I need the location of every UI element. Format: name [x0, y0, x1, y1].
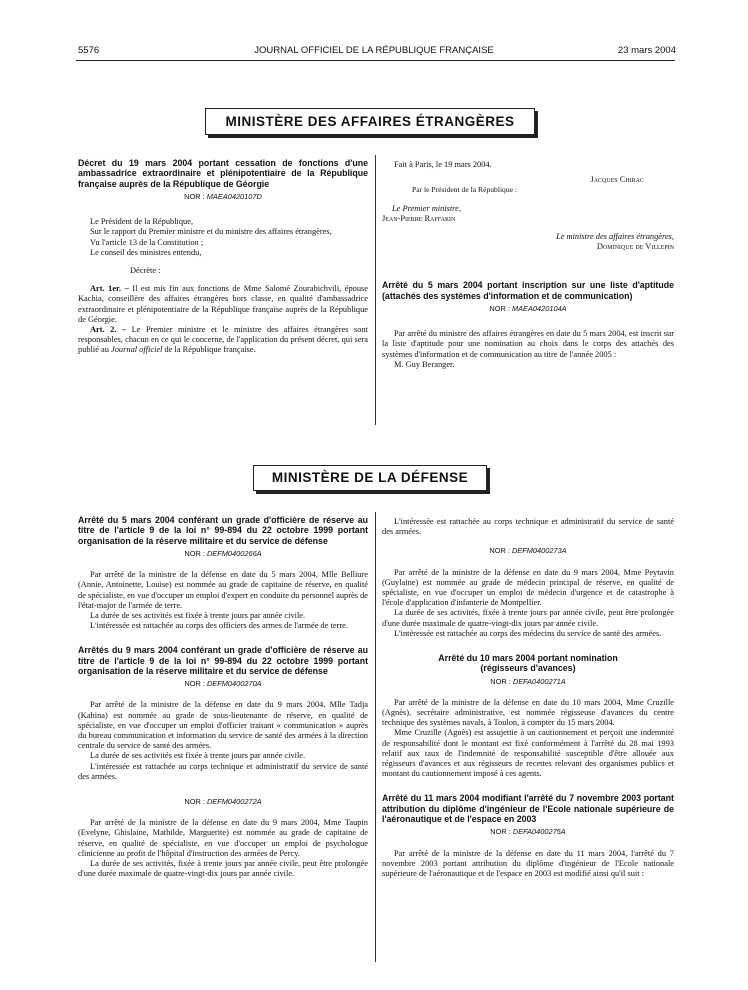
defense-column-left: [78, 515, 368, 879]
nor-label: NOR :: [489, 546, 510, 556]
column-divider: [375, 155, 376, 425]
par-le-president: Par le Président de la République :: [412, 185, 518, 195]
nor-code: MAEA0420104A: [511, 304, 567, 314]
article-2-end: de la République française.: [164, 345, 256, 355]
defense-column-right: [382, 517, 674, 879]
preamble-line: Vu l'article 13 de la Constitution ;: [90, 237, 204, 247]
arrete-aptitude-name: M. Guy Beranger.: [394, 359, 455, 369]
nor-line: [78, 192, 368, 202]
nor-label: NOR :: [490, 676, 511, 686]
nor-line: [382, 827, 674, 837]
paragraph: Par arrêté de la ministre de la défense en date du 11 mars 2004, l'arrêté du 7 novembre 2003 portant attribution du diplôme d'ingénieur de l'Ecole nationale supérieure de l'aéronautique et de l'espace en 2003 est modifié ainsi qu'il suit :: [382, 848, 674, 878]
nor-label: NOR :: [489, 304, 510, 314]
article-1-label: Art. 1er. –: [90, 284, 129, 294]
arrete-belliure-title: Arrêté du 5 mars 2004 conférant un grade d'officière de réserve au titre de l'article 9 de la loi n° 99-894 du 22 octobre 1999 portant organisation de la réserve militaire et du service de défense: [78, 515, 368, 546]
nor-label: NOR :: [184, 548, 205, 558]
paragraph: L'intéressée est rattachée au corps technique et administratif du service de santé des armées.: [382, 517, 674, 537]
nor-code: DEFM0400273A: [511, 546, 567, 556]
nor-label: NOR :: [184, 679, 205, 689]
paragraph: L'intéressée est rattachée au corps des officiers des armes de l'armée de terre.: [90, 621, 348, 631]
ministry-affaires-etrangeres-heading: MINISTÈRE DES AFFAIRES ÉTRANGÈRES: [205, 108, 535, 135]
ministry-defense-heading: MINISTÈRE DE LA DÉFENSE: [253, 465, 487, 491]
arrete-aptitude-title: Arrêté du 5 mars 2004 portant inscription sur une liste d'aptitude (attachés des systèmes d'information et de communication): [382, 280, 674, 301]
nor-line: [382, 546, 674, 556]
page-number: 5576: [78, 45, 100, 56]
arrete-aptitude-body: Par arrêté du ministre des affaires étrangères en date du 5 mars 2004, est inscrit sur la liste d'aptitude pour une nomination au choix dans le corps des attachés des systèmes d'information et de communication au titre de l'année 2005 :: [382, 329, 674, 359]
nor-label: NOR :: [184, 191, 205, 201]
article-2-text: Le Premier ministre et le ministre des affaires étrangères sont responsables, chacun en ce qui le concerne, de l'application du présent décret, qui sera publié au: [78, 324, 368, 355]
preamble-line: Le Président de la République,: [90, 217, 194, 227]
nor-code: DEFM0400272A: [206, 797, 262, 807]
nor-line: [382, 677, 674, 687]
nor-line: [78, 797, 368, 807]
arrete-regisseurs-title: Arrêté du 10 mars 2004 portant nomination (régisseurs d'avances): [438, 653, 618, 674]
paragraph: L'intéressée est rattachée au corps des médecins du service de santé des armées.: [394, 628, 662, 638]
nor-code: DEFM0400266A: [206, 548, 262, 558]
article-1-text: Il est mis fin aux fonctions de Mme Salomé Zourabichvili, épouse Kachia, conseillère des affaires étrangères hors classe, en qualité d'ambassadrice extraordinaire et plénipotentiaire de la République française auprès de la République de Géorgie.: [78, 284, 368, 324]
paragraph: Par arrêté de la ministre de la défense en date du 9 mars 2004, Mlle Tadja (Kahina) est nommée au grade de sous-lieutenante de réserve, en qualité de spécialiste, en vue d'occuper un emploi d'officier traitant « communication » auprès du bureau communication et information du service de santé des armées à la direction centrale du service de santé des armées.: [78, 700, 368, 751]
article-1: [78, 284, 368, 325]
pm-name: Jean-Pierre Raffarin: [382, 213, 456, 223]
nor-line: [382, 304, 674, 314]
page-header: [0, 45, 748, 61]
paragraph: La durée de ses activités, fixée à trente jours par année civile, peut être prolongée d'une durée maximale de quatre-vingt-dix jours par année civile.: [78, 859, 368, 879]
nor-line: [78, 679, 368, 689]
nor-code: DEFM0400270A: [206, 679, 262, 689]
paragraph: Par arrêté de la ministre de la défense en date du 9 mars 2004, Mme Taupin (Evelyne, Ghislaine, Mathilde, Marguerite) est nommée au grade de capitaine de réserve, en qualité de spécialiste, en vue d'occuper un emploi de psychologue clinicienne au profit de l'hôpital d'instruction des armées de Percy.: [78, 818, 368, 858]
journal-officiel: Journal officiel: [111, 345, 163, 355]
president-signature: Jacques Chirac: [590, 175, 644, 185]
journal-title: JOURNAL OFFICIEL DE LA RÉPUBLIQUE FRANÇAISE: [254, 45, 494, 56]
nor-label: NOR :: [490, 827, 511, 837]
pm-title: Le Premier ministre,: [392, 203, 461, 213]
decret-signatures: [382, 160, 674, 370]
arrete-diplome-title: Arrêté du 11 mars 2004 modifiant l'arrêté du 7 novembre 2003 portant attribution du diplôme d'ingénieur de l'Ecole nationale supérieure de l'aéronautique et de l'espace en 2003: [382, 793, 674, 825]
decret-title: Décret du 19 mars 2004 portant cessation de fonctions d'une ambassadrice extraordinaire et plénipotentiaire de la République française auprès de la République de Géorgie: [78, 158, 368, 189]
header-rule: [76, 60, 675, 61]
article-2: [78, 325, 368, 356]
nor-code: MAEA0420107D: [206, 191, 262, 201]
preamble-line: Sur le rapport du Premier ministre et du ministre des affaires étrangères,: [90, 227, 332, 237]
nor-label: NOR :: [184, 797, 205, 807]
preamble-line: Le conseil des ministres entendu,: [90, 247, 202, 257]
paragraph: Par arrêté de la ministre de la défense en date du 10 mars 2004, Mme Cruzille (Agnès), secrétaire administrative, est nommée régisseuse d'avances du centre technique des systèmes navals, à Toulon, à compter du 15 mars 2004.: [382, 697, 674, 728]
mae-title: Le ministre des affaires étrangères,: [556, 232, 674, 242]
paragraph: L'intéressée est rattachée au corps technique et administratif du service de santé des armées.: [78, 761, 368, 781]
paragraph: Mme Cruzille (Agnès) est assujettie à un cautionnement et perçoit une indemnité de responsabilité dont le montant est fixé conformément à l'arrêté du 28 mai 1993 relatif aux taux de l'indemnité de responsabilité susceptible d'être allouée aux régisseurs d'avances et aux régisseurs de recettes relevant des organismes publics et montant du cautionnement imposé à ces agents.: [382, 728, 674, 779]
article-2-label: Art. 2. –: [90, 324, 127, 334]
column-divider: [375, 512, 376, 962]
fait-a: Fait à Paris, le 19 mars 2004.: [394, 160, 492, 169]
paragraph: Par arrêté de la ministre de la défense en date du 5 mars 2004, Mlle Belliure (Annie, Antoinette, Louise) est nommée au grade de capitaine de réserve, en qualité de spécialiste, en vue d'occuper un emploi d'expert en conduite du personnel auprès de l'état-major de l'armée de terre.: [78, 570, 368, 610]
nor-code: DEFA0400271A: [512, 676, 566, 686]
paragraph: Par arrêté de la ministre de la défense en date du 9 mars 2004, Mme Peytavin (Guylaine) est nommée au grade de médecin principal de réserve, en qualité de spécialiste, en vue d'occuper un emploi de médecin d'urgence et de catastrophe à l'école d'application d'infanterie de Montpellier.: [382, 567, 674, 608]
decret-georgie: [78, 158, 368, 356]
paragraph: La durée de ses activités, fixée à trente jours par année civile, peut être prolongée d'une durée maximale de quatre-vingt-dix jours par année civile.: [382, 608, 674, 628]
paragraph: La durée de ses activités est fixée à trente jours par année civile.: [90, 751, 306, 761]
nor-code: DEFA0400275A: [512, 827, 566, 837]
nor-line: [78, 549, 368, 559]
issue-date: 23 mars 2004: [617, 45, 676, 56]
arrete-tadja-title: Arrêtés du 9 mars 2004 conférant un grade d'officière de réserve au titre de l'article 9 de la loi n° 99-894 du 22 octobre 1999 portant organisation de la réserve militaire et du service de défense: [78, 645, 368, 676]
paragraph: La durée de ses activités est fixée à trente jours par année civile.: [90, 610, 306, 620]
mae-name: Dominique de Villepin: [596, 242, 674, 252]
decrete: Décrète :: [130, 265, 161, 275]
